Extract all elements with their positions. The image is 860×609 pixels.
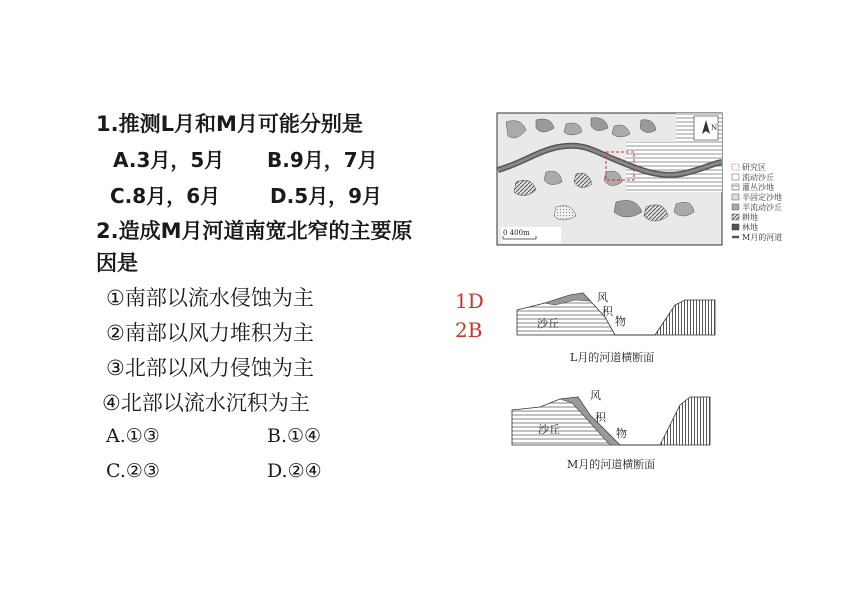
l-sand-label: 沙丘 [537, 317, 559, 330]
m-section-caption: M月的河道横断面 [567, 458, 656, 471]
legend-forest: 林地 [742, 223, 758, 232]
q2-title-line1: 2.造成M月河道南宽北窄的主要原 [96, 219, 413, 243]
l-section-caption: L月的河道横断面 [570, 351, 655, 364]
q2-choice-d: D.②④ [267, 460, 322, 482]
l-ji-label: 积 [602, 305, 613, 318]
q1-option-a: A.3月，5月 [113, 148, 225, 172]
scale-label: 0 400m [503, 229, 530, 237]
legend-farmland: 耕地 [742, 213, 758, 222]
q2-title-line2: 因是 [96, 251, 138, 275]
answer-2: 2B [455, 318, 483, 342]
q2-choice-b: B.①④ [267, 425, 322, 447]
legend-mobile-dune: 流动沙丘 [742, 173, 774, 182]
m-wu-label: 物 [616, 427, 627, 440]
l-month-cross-section [515, 285, 720, 345]
q1-option-c: C.8月，6月 [110, 184, 221, 208]
m-month-cross-section [510, 385, 715, 450]
map-legend [732, 162, 782, 242]
m-ji-label: 积 [595, 411, 606, 424]
answer-1: 1D [455, 289, 484, 313]
l-wind-label: 风 [597, 291, 608, 304]
q2-statement-4: ④北部以流水沉积为主 [102, 391, 310, 415]
legend-semi-fixed: 半固定沙地 [742, 193, 782, 202]
q2-statement-3: ③北部以风力侵蚀为主 [106, 356, 314, 380]
m-sand-label: 沙丘 [538, 423, 560, 436]
north-label: N [711, 124, 718, 132]
legend-semi-mobile: 半流动沙丘 [742, 203, 782, 212]
study-area-map [496, 112, 796, 247]
q2-statement-2: ②南部以风力堆积为主 [106, 321, 314, 345]
l-wu-label: 物 [615, 315, 626, 328]
legend-shrub-sand: 灌丛沙地 [742, 183, 774, 192]
q1-title: 1.推测L月和M月可能分别是 [96, 112, 363, 136]
legend-m-river: M月的河道 [742, 233, 783, 242]
m-wind-label: 风 [590, 389, 601, 402]
q1-option-b: B.9月，7月 [267, 148, 378, 172]
q2-choice-a: A.①③ [106, 425, 160, 447]
q2-choice-c: C.②③ [106, 460, 160, 482]
q2-statement-1: ①南部以流水侵蚀为主 [106, 286, 314, 310]
q1-option-d: D.5月，9月 [270, 184, 383, 208]
legend-study-area: 研究区 [742, 163, 766, 172]
